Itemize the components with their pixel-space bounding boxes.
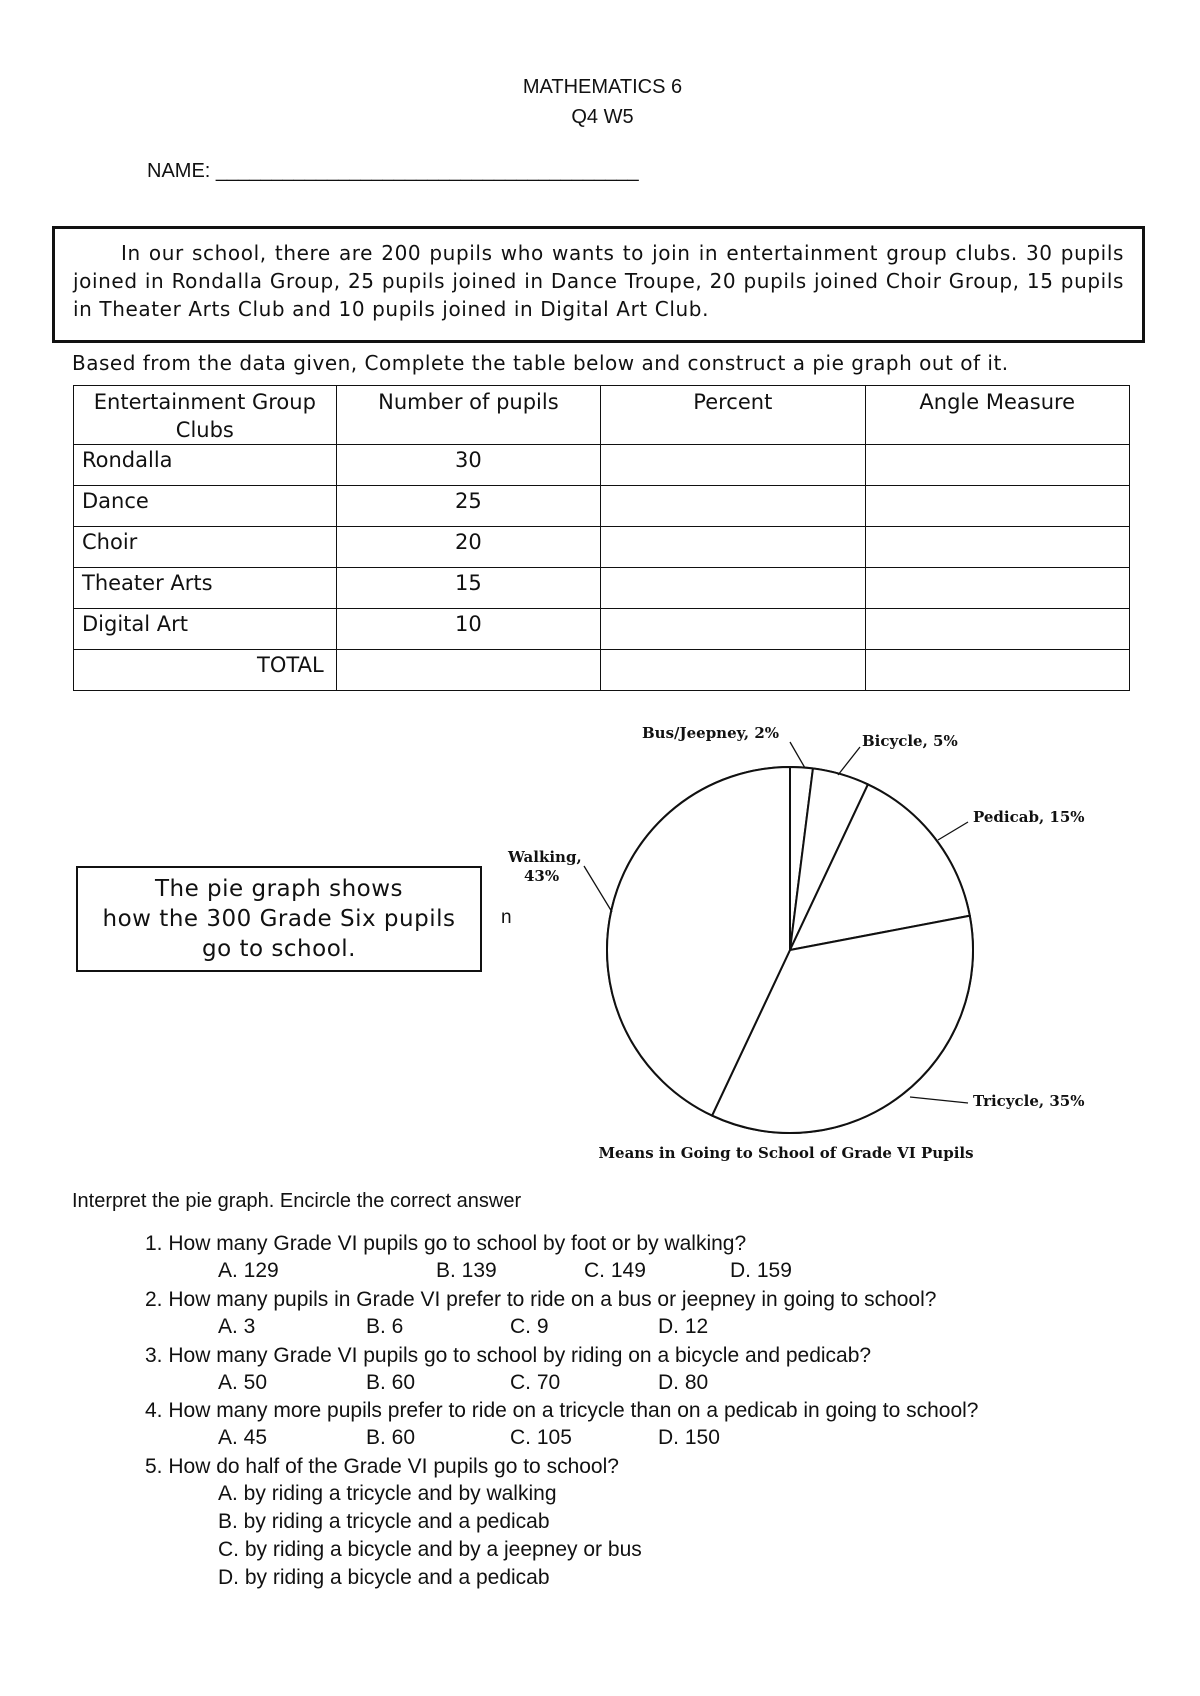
answer-choice[interactable]: B. 60 [366, 1371, 416, 1394]
answer-choice[interactable]: D. by riding a bicycle and a pedicab [218, 1566, 550, 1589]
slice-label: Walking, 43% [508, 848, 582, 885]
answer-choice[interactable]: A. 45 [218, 1426, 268, 1449]
chart-title: Means in Going to School of Grade VI Pupils [598, 1144, 974, 1162]
answer-choice[interactable]: A. 3 [218, 1315, 256, 1338]
leader-line [838, 747, 860, 775]
question-1: 1. How many Grade VI pupils go to school by foot or by walking? [145, 1232, 747, 1255]
leader-line [584, 866, 612, 912]
leader-line [910, 1097, 968, 1103]
stray-text: n [501, 907, 512, 928]
worksheet-subject: MATHEMATICS 6 [522, 76, 683, 98]
answer-choice[interactable]: D. 12 [658, 1315, 709, 1338]
club-pupils: 30 [336, 445, 600, 486]
club-pupils: 20 [336, 527, 600, 568]
club-pupils: 15 [336, 568, 600, 609]
answer-choice[interactable]: C. 105 [510, 1426, 572, 1449]
header-angle: Angle Measure [865, 386, 1129, 445]
question-2: 2. How many pupils in Grade VI prefer to ride on a bus or jeepney in going to school? [145, 1288, 937, 1311]
answer-choice[interactable]: A. 129 [218, 1259, 279, 1282]
answer-choice[interactable]: B. by riding a tricycle and a pedicab [218, 1510, 550, 1533]
answer-choice[interactable]: B. 60 [366, 1426, 416, 1449]
club-name: Theater Arts [74, 568, 337, 609]
slice-label: Tricycle, 35% [973, 1092, 1085, 1110]
info-line: go to school. [202, 936, 356, 962]
slice-label: Bicycle, 5% [862, 732, 958, 750]
leader-line [938, 822, 968, 840]
header-pupils: Number of pupils [336, 386, 600, 445]
info-line: how the 300 Grade Six pupils [102, 906, 456, 932]
leader-line [790, 742, 805, 768]
answer-choice[interactable]: D. 159 [730, 1259, 792, 1282]
answer-choice[interactable]: A. by riding a tricycle and by walking [218, 1482, 557, 1505]
answer-choice[interactable]: C. 149 [584, 1259, 646, 1282]
answer-choice[interactable]: D. 80 [658, 1371, 709, 1394]
name-field-label: NAME: ______________________________________ [147, 160, 639, 182]
question-3: 3. How many Grade VI pupils go to school by riding on a bicycle and pedicab? [145, 1344, 872, 1367]
answer-choice[interactable]: C. by riding a bicycle and by a jeepney or bus [218, 1538, 642, 1561]
total-label: TOTAL [74, 650, 337, 691]
club-name: Rondalla [74, 445, 337, 486]
club-pupils: 10 [336, 609, 600, 650]
answer-choice[interactable]: A. 50 [218, 1371, 268, 1394]
club-name: Digital Art [74, 609, 337, 650]
slice-label: Pedicab, 15% [973, 808, 1085, 826]
slice-label: Bus/Jeepney, 2% [642, 724, 780, 742]
answer-choice[interactable]: C. 9 [510, 1315, 549, 1338]
club-pupils: 25 [336, 486, 600, 527]
table-instruction: Based from the data given, Complete the table below and construct a pie graph out of it. [72, 351, 1009, 375]
answer-choice[interactable]: D. 150 [658, 1426, 720, 1449]
question-5: 5. How do half of the Grade VI pupils go to school? [145, 1455, 619, 1478]
club-name: Choir [74, 527, 337, 568]
club-name: Dance [74, 486, 337, 527]
answer-choice[interactable]: B. 6 [366, 1315, 404, 1338]
header-clubs: Entertainment Group Clubs [74, 386, 337, 445]
answer-choice[interactable]: C. 70 [510, 1371, 561, 1394]
info-line: The pie graph shows [154, 876, 404, 902]
problem-text: In our school, there are 200 pupils who wants to join in entertainment group clubs. 30 pupils joined in Rondalla Group, 25 pupils joined in Dance Troupe, 20 pupils joined Choir Group, 15 pupils in Theater Arts Club and 10 pupils joined in Digital Art Club. [73, 241, 1124, 321]
worksheet-period: Q4 W5 [571, 106, 634, 128]
question-4: 4. How many more pupils prefer to ride on a tricycle than on a pedicab in going to school? [145, 1399, 979, 1422]
header-percent: Percent [601, 386, 865, 445]
answer-choice[interactable]: B. 139 [436, 1259, 497, 1282]
questions-heading: Interpret the pie graph. Encircle the correct answer [72, 1190, 522, 1212]
